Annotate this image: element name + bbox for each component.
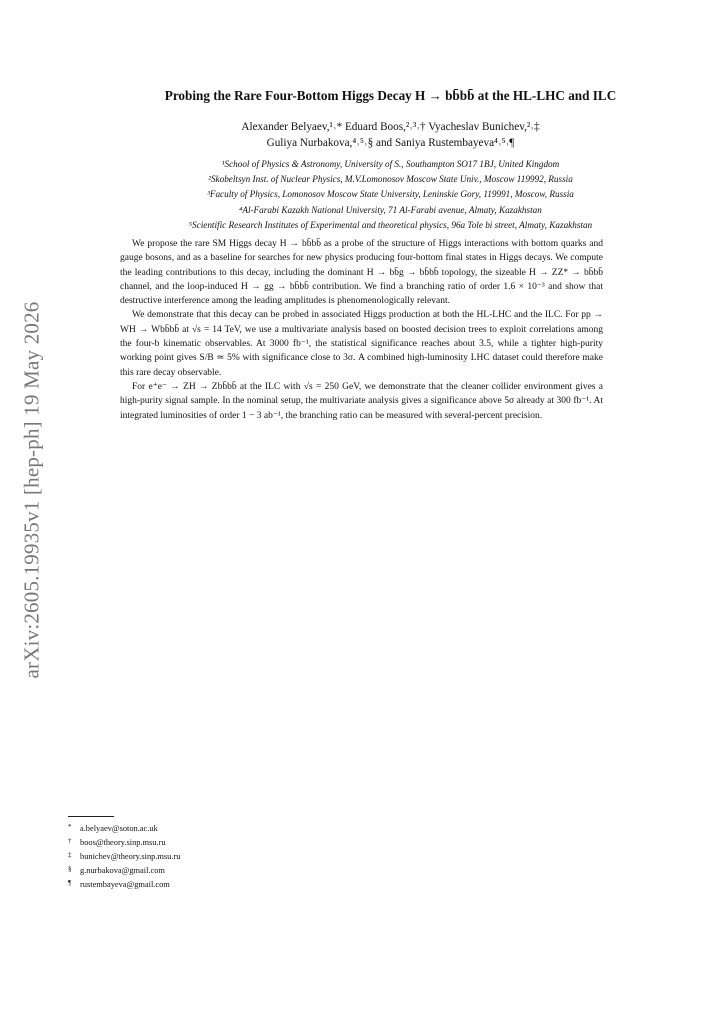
footnote: * a.belyaev@soton.ac.uk (68, 823, 158, 833)
arxiv-sidebar-stamp (12, 290, 52, 690)
abstract-paragraph-2: We demonstrate that this decay can be probed in associated Higgs production at both the HL-LHC and the ILC. For pp → WH → Wbb̄bb̄ at √s = 14 TeV, we use a multivariate analysis based on boosted decision trees to exploit correlations among the four-b kinematic observables. At 3000 fb⁻¹, the statistical significance reaches about 3.5, while a tighter high-purity working point gives S/B ≃ 5% with significance close to 3σ. A combined high-luminosity LHC dataset could therefore make this rare decay observable. (120, 310, 603, 378)
author-email-link[interactable]: rustembayeva@gmail.com (80, 880, 170, 889)
affiliation-1: ¹School of Physics & Astronomy, University of S., Southampton SO17 1BJ, United Kingdom (221, 159, 560, 169)
footnote: ¶ rustembayeva@gmail.com (68, 879, 170, 889)
author-email-link[interactable]: g.nurbakova@gmail.com (80, 866, 165, 875)
abstract (120, 237, 603, 423)
affiliation-3: ³Faculty of Physics, Lomonosov Moscow State University, Leninskie Gory, 119991, Moscow, Russia (207, 189, 574, 200)
author-email-link[interactable]: bunichev@theory.sinp.msu.ru (80, 852, 181, 861)
arxiv-identifier: arXiv:2605.19935v1 [hep-ph] 19 May 2026 (19, 301, 44, 679)
author-email-link[interactable]: a.belyaev@soton.ac.uk (80, 824, 158, 833)
affiliation-2: ²Skobeltsyn Inst. of Nuclear Physics, M.V.Lomonosov Moscow State Univ., Moscow 119992, Russia (208, 174, 573, 185)
authors-line-2: Guliya Nurbakova,⁴˒⁵˒§ and Saniya Rustembayeva⁴˒⁵˒¶ (266, 137, 515, 149)
author-email-link[interactable]: boos@theory.sinp.msu.ru (80, 838, 166, 847)
affiliation-5: ⁵Scientific Research Institutes of Experimental and theoretical physics, 96a Tole bi street, Almaty, Kazakhstan (188, 219, 593, 230)
affiliations (60, 157, 721, 233)
author-list (60, 119, 721, 151)
affiliation-4: ⁴Al-Farabi Kazakh National University, 71 Al-Farabi avenue, Almaty, Kazakhstan (239, 204, 542, 215)
footnote: § g.nurbakova@gmail.com (68, 865, 165, 875)
abstract-paragraph-1: We propose the rare SM Higgs decay H → bb̄bb̄ as a probe of the structure of Higgs interactions with bottom quarks and gauge bosons, and as a baseline for searches for new physics producing four-bottom final states in Higgs decays. We compute the leading contributions to this decay, including the dominant H → bb̄g → bb̄bb̄ topology, the sizeable H → ZZ* → bb̄bb̄ channel, and the loop-induced H → gg → bb̄bb̄ contribution. We find a branching ratio of order 1.6 × 10⁻³ and show that destructive interference among the leading amplitudes is phenomenologically relevant. (120, 239, 603, 307)
paper-title: Probing the Rare Four-Bottom Higgs Decay H → bb̄bb̄ at the HL-LHC and ILC (164, 88, 617, 103)
footnote-rule (68, 816, 114, 817)
footnotes (68, 821, 180, 891)
authors-line-1: Alexander Belyaev,¹˒* Eduard Boos,²˒³˒† Vyacheslav Bunichev,²˒‡ (241, 121, 540, 133)
footnote: † boos@theory.sinp.msu.ru (68, 837, 166, 847)
abstract-paragraph-3: For e⁺e⁻ → ZH → Zbb̄bb̄ at the ILC with √s = 250 GeV, we demonstrate that the cleaner collider environment gives a high-purity signal sample. In the nominal setup, the multivariate analysis gives a significance above 5σ already at 300 fb⁻¹. At integrated luminosities of order 1 − 3 ab⁻¹, the branching ratio can be measured with several-percent precision. (120, 381, 603, 421)
footnote: ‡ bunichev@theory.sinp.msu.ru (68, 851, 181, 861)
